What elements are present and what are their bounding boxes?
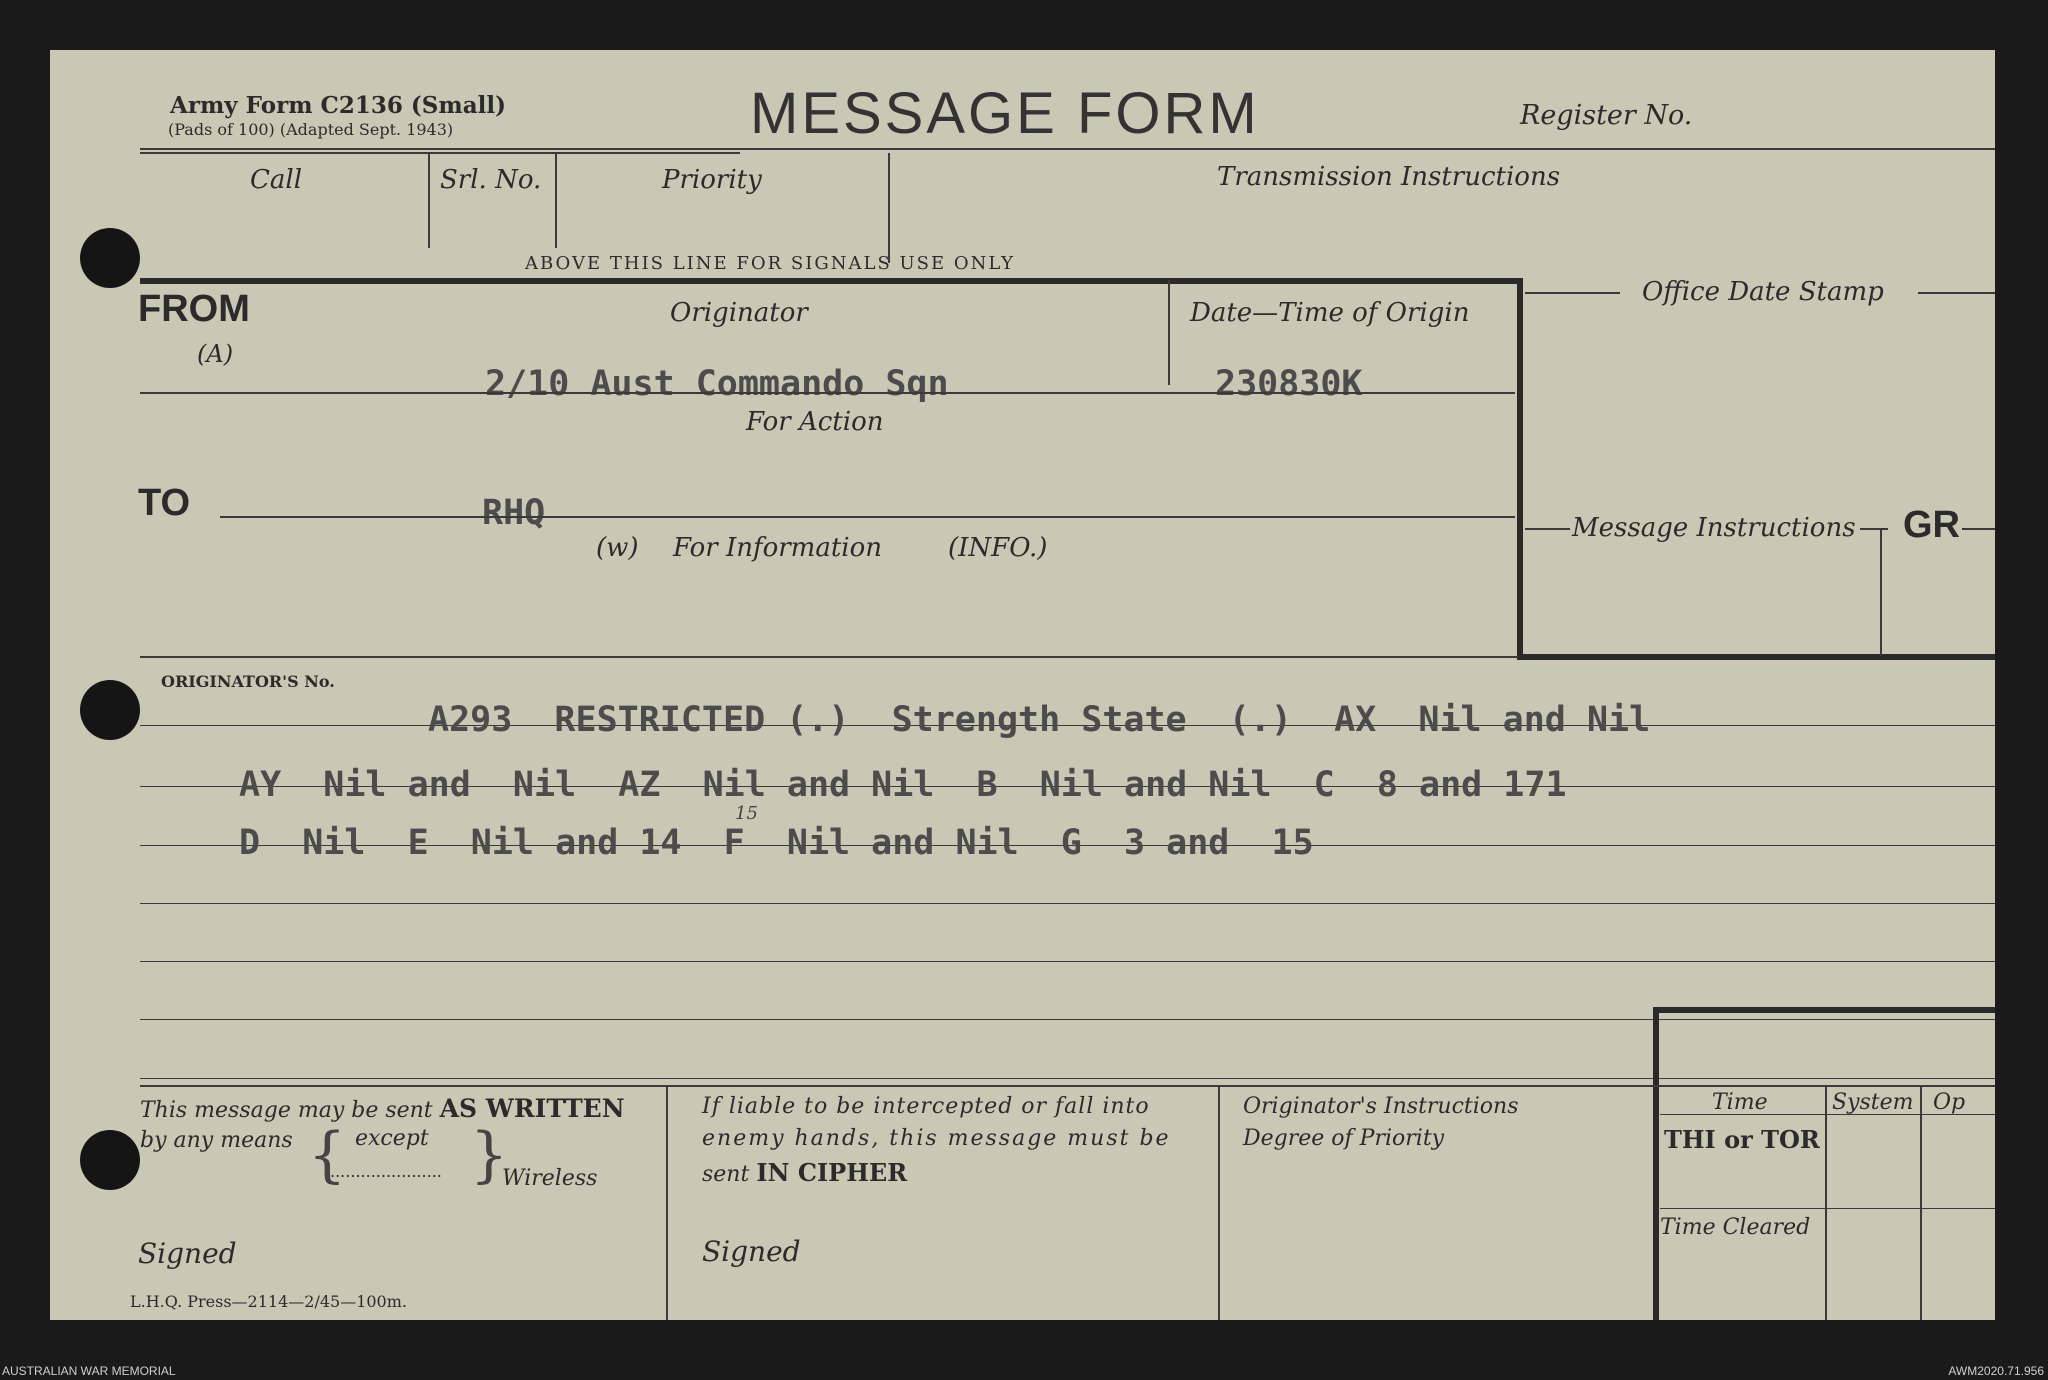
- date-time-value: 230830K: [1215, 364, 1363, 404]
- cipher-line-3: [702, 1158, 907, 1187]
- degree-of-priority-label: Degree of Priority: [1243, 1126, 1445, 1151]
- wireless-label: Wireless: [502, 1166, 598, 1191]
- in-cipher-label: IN CIPHER: [756, 1158, 908, 1187]
- box-bottom: [1517, 654, 1995, 660]
- originator-label: Originator: [670, 298, 808, 328]
- divider: [1218, 1086, 1220, 1320]
- handwritten-correction: 15: [735, 803, 758, 824]
- credit-left: AUSTRALIAN WAR MEMORIAL: [2, 1364, 176, 1378]
- divider: [1825, 1086, 1827, 1320]
- for-action-label: For Action: [746, 407, 884, 437]
- message-line: [140, 903, 1995, 904]
- as-written-label: AS WRITTEN: [439, 1094, 625, 1123]
- by-any-means: by any means: [140, 1128, 293, 1153]
- transmission-label: Transmission Instructions: [1217, 162, 1561, 192]
- originator-line: [140, 392, 1515, 394]
- header-rule: [140, 148, 1995, 150]
- time-box-top: [1653, 1007, 1995, 1013]
- office-stamp-rule-right: [1918, 292, 1995, 294]
- form-subtitle: (Pads of 100) (Adapted Sept. 1943): [168, 120, 454, 139]
- divider: [555, 153, 557, 248]
- srl-no-label: Srl. No.: [440, 165, 542, 195]
- originators-no-label: ORIGINATOR'S No.: [161, 672, 335, 691]
- office-date-stamp-label: Office Date Stamp: [1642, 277, 1884, 307]
- gr-label: GR: [1903, 504, 1960, 546]
- system-label: System: [1832, 1090, 1914, 1115]
- credit-right: AWM2020.71.956: [1948, 1364, 2044, 1378]
- gr-rule: [1962, 528, 1995, 530]
- message-text-line: A293 RESTRICTED (.) Strength State (.) AX Nil and Nil: [428, 700, 1651, 740]
- info-prefix: (w): [596, 533, 639, 563]
- to-line: [220, 516, 1515, 518]
- page-title: MESSAGE FORM: [750, 81, 1260, 146]
- except-label: except: [355, 1126, 429, 1151]
- binder-hole-top: [80, 228, 140, 288]
- date-time-label: Date—Time of Origin: [1190, 298, 1470, 328]
- to-section-rule: [140, 656, 1518, 658]
- footer-rule: [140, 1085, 1995, 1087]
- msg-instr-rule-left: [1525, 528, 1570, 530]
- signed-label-middle: Signed: [702, 1235, 801, 1268]
- box-top: [140, 278, 1518, 284]
- call-label: Call: [250, 165, 303, 195]
- register-label: Register No.: [1520, 100, 1693, 131]
- message-line: [140, 1078, 1995, 1079]
- press-line: L.H.Q. Press—2114—2/45—100m.: [130, 1292, 407, 1311]
- originator-value: 2/10 Aust Commando Sqn: [485, 364, 949, 404]
- time-mid-rule: [1660, 1208, 1995, 1209]
- divider: [1880, 528, 1882, 656]
- message-instructions-label: Message Instructions: [1572, 513, 1856, 543]
- to-label: TO: [138, 482, 191, 524]
- to-value: RHQ: [482, 493, 546, 533]
- message-text-line: D Nil E Nil and 14 F Nil and Nil G 3 and 15: [239, 823, 1314, 863]
- except-dots: ......................: [330, 1162, 442, 1181]
- brace-right: }: [470, 1120, 509, 1190]
- message-form: [50, 50, 1995, 1320]
- message-text-line: AY Nil and Nil AZ Nil and Nil B Nil and Nil C 8 and 171: [239, 765, 1567, 805]
- for-information-label: For Information: [673, 533, 883, 563]
- divider: [1920, 1086, 1922, 1320]
- message-line: [140, 961, 1995, 962]
- as-written-text: [140, 1094, 625, 1123]
- time-cleared-label: Time Cleared: [1660, 1215, 1811, 1240]
- time-box-left: [1653, 1007, 1659, 1320]
- priority-label: Priority: [662, 165, 762, 195]
- brace-left: {: [308, 1120, 347, 1190]
- from-label: FROM: [138, 288, 250, 330]
- cipher-sent: sent: [702, 1162, 750, 1187]
- time-label: Time: [1712, 1090, 1768, 1115]
- cipher-line-2: enemy hands, this message must be: [702, 1126, 1171, 1151]
- thi-tor-label: THI or TOR: [1664, 1125, 1820, 1154]
- divider: [666, 1086, 668, 1320]
- cipher-line-1: If liable to be intercepted or fall into: [702, 1094, 1150, 1119]
- time-header-rule: [1660, 1114, 1995, 1115]
- divider: [428, 153, 430, 248]
- info-suffix: (INFO.): [948, 533, 1048, 563]
- divider: [888, 153, 890, 263]
- signed-label-left: Signed: [138, 1237, 237, 1270]
- binder-hole-middle: [80, 680, 140, 740]
- divider: [1168, 280, 1170, 385]
- signals-note: ABOVE THIS LINE FOR SIGNALS USE ONLY: [525, 253, 1016, 274]
- office-stamp-rule-left: [1525, 292, 1620, 294]
- as-written-prefix: This message may be sent: [140, 1098, 433, 1123]
- originators-instructions-label: Originator's Instructions: [1243, 1094, 1519, 1119]
- binder-hole-bottom: [80, 1130, 140, 1190]
- msg-instr-rule-right: [1860, 528, 1888, 530]
- box-right: [1517, 278, 1523, 656]
- form-id: Army Form C2136 (Small): [170, 92, 506, 119]
- op-label: Op: [1933, 1090, 1966, 1115]
- message-line: [140, 1019, 1995, 1020]
- header-rule-2: [140, 152, 740, 154]
- from-sub: (A): [197, 340, 234, 368]
